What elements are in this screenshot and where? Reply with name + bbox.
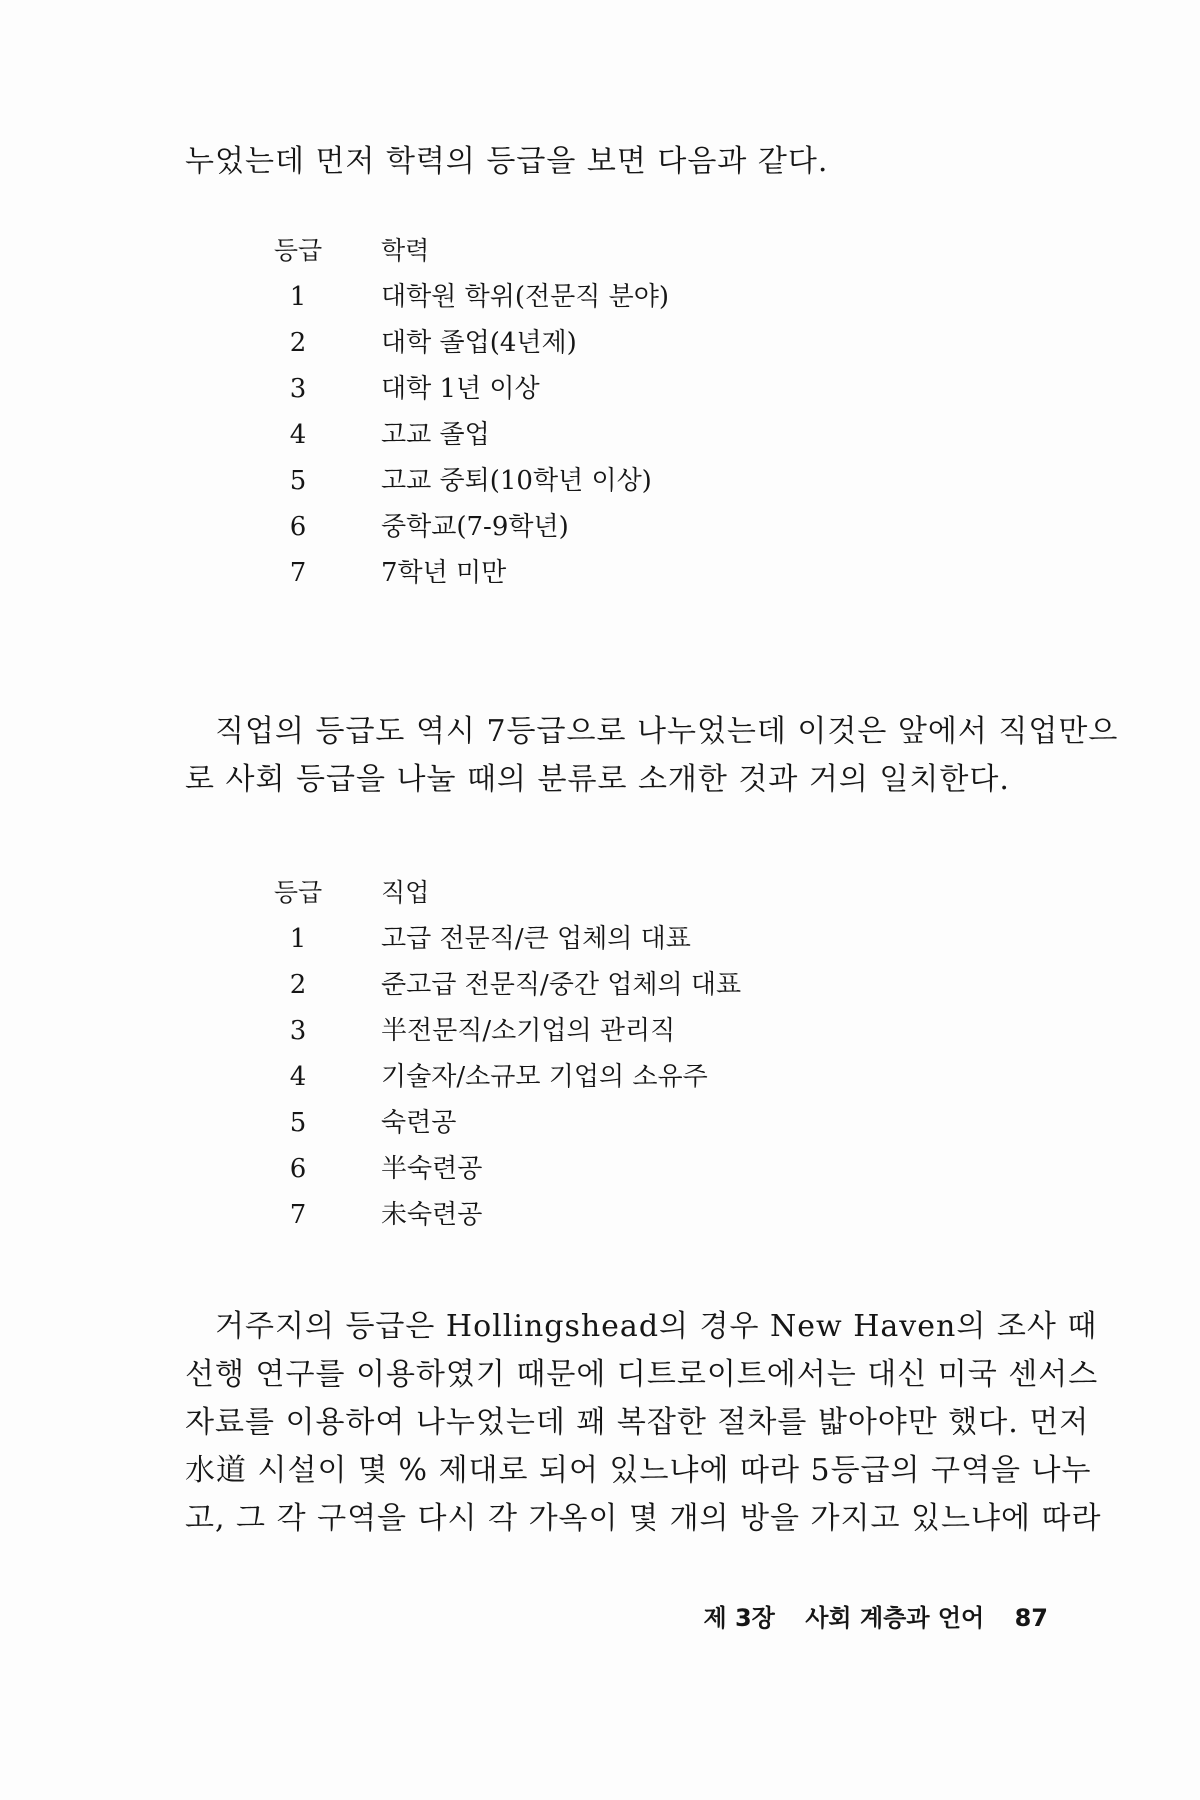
paragraph-line: 선행 연구를 이용하였기 때문에 디트로이트에서는 대신 미국 센서스 — [185, 1357, 1099, 1392]
table-row — [268, 320, 868, 366]
table-row — [268, 962, 868, 1008]
table-row — [268, 366, 868, 412]
education-label: 대학원 학위(전문직 분야) — [381, 282, 669, 312]
education-label: 고교 졸업 — [381, 420, 490, 450]
occupation-label: 고급 전문직/큰 업체의 대표 — [381, 924, 691, 954]
occupation-label: 半숙련공 — [381, 1154, 483, 1184]
occupation-header-label: 직업 — [381, 878, 430, 907]
table-row — [268, 274, 868, 320]
education-table — [268, 228, 868, 596]
education-grade: 4 — [289, 420, 307, 450]
table-row — [268, 1100, 868, 1146]
paragraph-line: 고, 그 각 구역을 다시 각 가옥이 몇 개의 방을 가지고 있느냐에 따라 — [185, 1501, 1102, 1536]
paragraph-line: 로 사회 등급을 나눌 때의 분류로 소개한 것과 거의 일치한다. — [185, 762, 1010, 797]
table-row — [268, 1054, 868, 1100]
occupation-grade: 4 — [289, 1062, 307, 1092]
education-header-grade: 등급 — [273, 236, 323, 265]
table-row — [268, 412, 868, 458]
residence-paragraph — [185, 1303, 1102, 1543]
paragraph-line: 자료를 이용하여 나누었는데 꽤 복잡한 절차를 밟아야만 했다. 먼저 — [185, 1405, 1090, 1440]
intro-line: 누었는데 먼저 학력의 등급을 보면 다음과 같다. — [185, 144, 829, 179]
chapter-label: 제 3장 — [703, 1604, 775, 1632]
occupation-label: 숙련공 — [381, 1108, 457, 1138]
occupation-header-grade: 등급 — [273, 878, 323, 907]
occupation-grade: 2 — [289, 970, 307, 1000]
occupation-label: 기술자/소규모 기업의 소유주 — [381, 1062, 708, 1092]
occupation-grade: 6 — [289, 1154, 307, 1184]
occupation-grade: 3 — [289, 1016, 307, 1046]
education-grade: 2 — [289, 328, 307, 358]
occupation-grade: 5 — [289, 1108, 307, 1138]
chapter-title: 사회 계층과 언어 — [805, 1604, 985, 1632]
paragraph-line: 직업의 등급도 역시 7등급으로 나누었는데 이것은 앞에서 직업만으 — [215, 714, 1119, 749]
education-grade: 5 — [289, 466, 307, 496]
occupation-label: 준고급 전문직/중간 업체의 대표 — [381, 970, 742, 1000]
intro-paragraph — [185, 138, 1085, 186]
page-footer — [703, 1598, 1048, 1633]
occupation-label: 半전문직/소기업의 관리직 — [381, 1016, 676, 1046]
education-table-header — [268, 228, 868, 274]
table-row — [268, 1192, 868, 1238]
paragraph-line: 水道 시설이 몇 % 제대로 되어 있느냐에 따라 5등급의 구역을 나누 — [185, 1453, 1092, 1488]
education-grade: 7 — [289, 558, 307, 588]
paragraph-line: 거주지의 등급은 Hollingshead의 경우 New Haven의 조사 때 — [215, 1309, 1098, 1344]
table-row — [268, 1146, 868, 1192]
table-row — [268, 458, 868, 504]
table-row — [268, 916, 868, 962]
education-label: 고교 중퇴(10학년 이상) — [381, 466, 652, 496]
occupation-paragraph — [185, 708, 1119, 804]
occupation-grade: 7 — [289, 1200, 307, 1230]
occupation-label: 未숙련공 — [381, 1200, 483, 1230]
education-grade: 6 — [289, 512, 307, 542]
table-row — [268, 550, 868, 596]
table-row — [268, 504, 868, 550]
table-row — [268, 1008, 868, 1054]
occupation-grade: 1 — [289, 924, 307, 954]
education-label: 대학 1년 이상 — [381, 374, 540, 404]
education-label: 중학교(7-9학년) — [381, 512, 569, 542]
page-number: 87 — [1014, 1604, 1048, 1632]
education-grade: 1 — [289, 282, 307, 312]
occupation-table — [268, 870, 868, 1238]
occupation-table-header — [268, 870, 868, 916]
education-header-label: 학력 — [381, 236, 430, 265]
education-label: 7학년 미만 — [381, 558, 507, 588]
education-label: 대학 졸업(4년제) — [381, 328, 577, 358]
education-grade: 3 — [289, 374, 307, 404]
